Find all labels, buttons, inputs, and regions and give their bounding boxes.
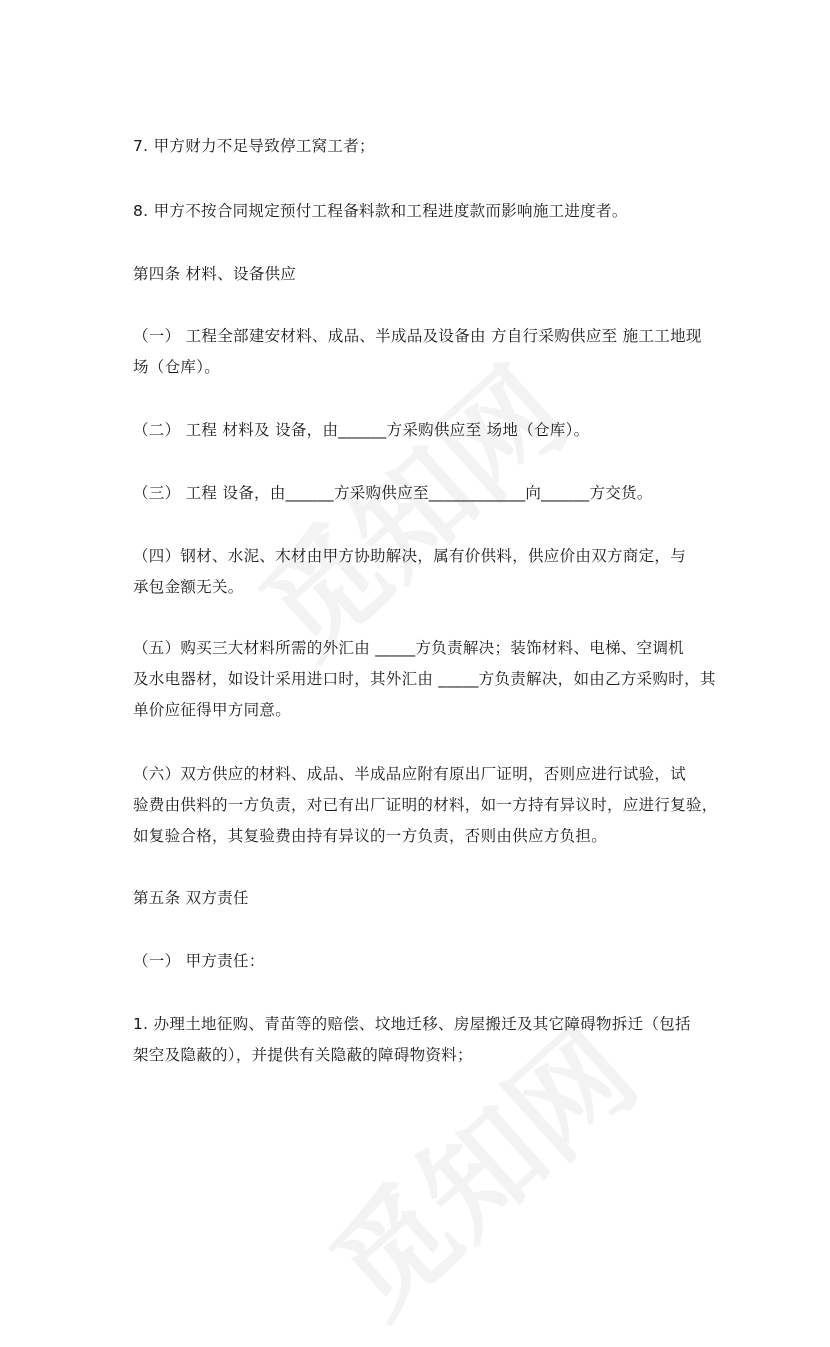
paragraph-line: 场（仓库）。 [133, 358, 221, 376]
watermark [219, 323, 596, 686]
paragraph-line: （四）钢材、水泥、木材由甲方协助解决，属有价供料，供应价由双方商定，与 [133, 547, 687, 565]
article-heading: 第五条 双方责任 [133, 889, 249, 907]
article-heading: 第四条 材料、设备供应 [133, 265, 297, 283]
paragraph-line: 1. 办理土地征购、青苗等的赔偿、坟地迁移、房屋搬迁及其它障碍物拆迁（包括 [133, 1015, 691, 1033]
paragraph-line: （五）购买三大材料所需的外汇由 _____方负责解决；装饰材料、电梯、空调机 [133, 639, 685, 657]
paragraph-line: 承包金额无关。 [133, 578, 244, 596]
paragraph-line: 及水电器材，如设计采用进口时，其外汇由 _____方负责解决，如由乙方采购时，其 [133, 670, 716, 688]
paragraph-line: 架空及隐蔽的），并提供有关隐蔽的障碍物资料； [133, 1046, 473, 1064]
paragraph-line: 如复验合格，其复验费由持有异议的一方负责，否则由供应方负担。 [133, 827, 608, 845]
paragraph-line: （六）双方供应的材料、成品、半成品应附有原出厂证明，否则应进行试验，试 [133, 765, 687, 783]
paragraph-line: 8. 甲方不按合同规定预付工程备料款和工程进度款而影响施工进度者。 [133, 202, 628, 220]
watermark [289, 983, 666, 1346]
paragraph-line: 验费由供料的一方负责，对已有出厂证明的材料，如一方持有异议时，应进行复验， [133, 796, 718, 814]
paragraph-line: （一） 甲方责任： [133, 952, 265, 970]
paragraph-line: （三） 工程 设备，由______方采购供应至____________向______方交货。 [133, 484, 653, 502]
paragraph-line: （二） 工程 材料及 设备，由______方采购供应至 场地（仓库）。 [133, 421, 590, 439]
paragraph-line: （一） 工程全部建安材料、成品、半成品及设备由 方自行采购供应至 施工工地现 [133, 327, 702, 345]
paragraph-line: 7. 甲方财力不足导致停工窝工者； [133, 137, 375, 155]
paragraph-line: 单价应征得甲方同意。 [133, 701, 292, 719]
